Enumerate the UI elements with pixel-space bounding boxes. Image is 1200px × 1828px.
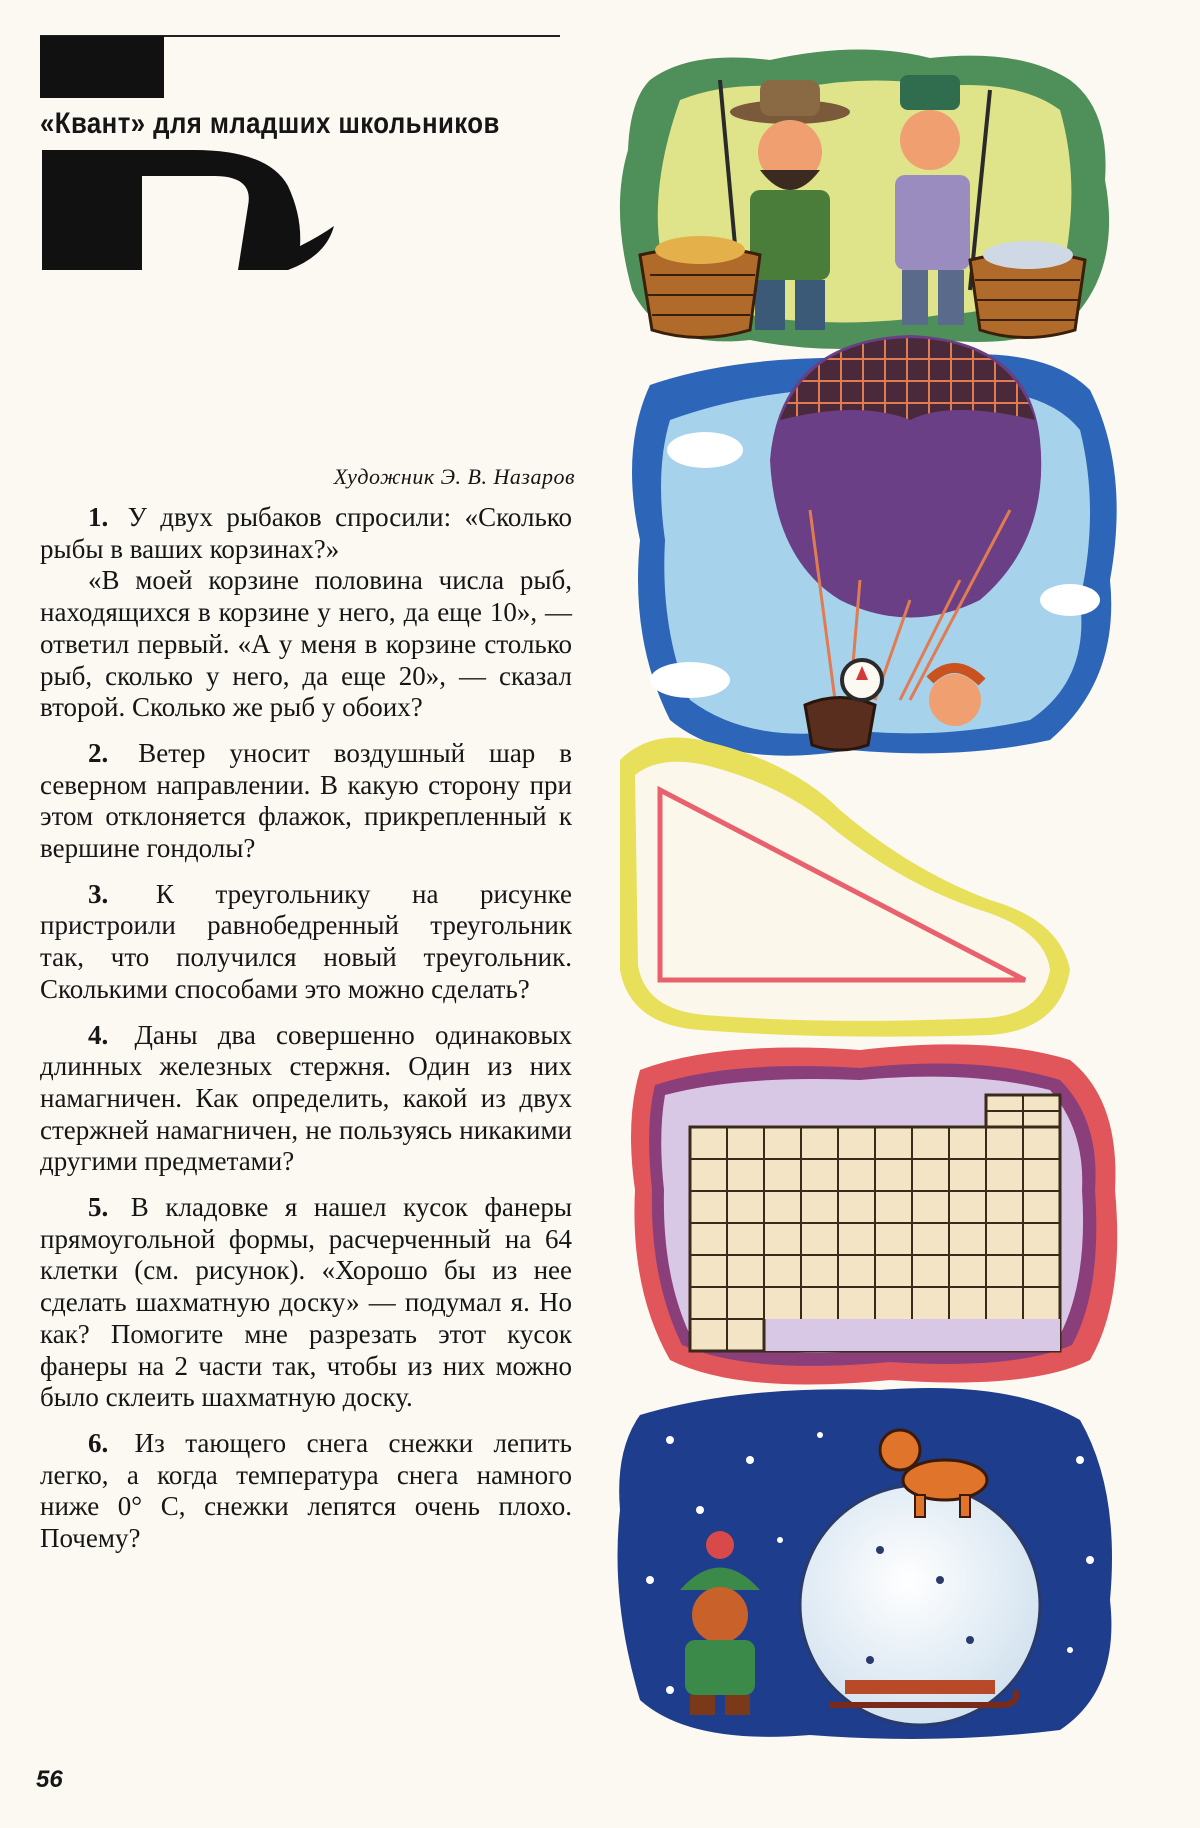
snow-illustration: [618, 1388, 1113, 1739]
problem-5: [40, 1192, 572, 1414]
grid-illustration: [631, 1044, 1117, 1384]
illustration-strip: [610, 40, 1150, 1740]
problem-4: [40, 1020, 572, 1179]
problem-text: У двух рыбаков спросили: «Сколько рыбы в ваших корзинах?»: [40, 502, 573, 564]
problem-number: 4.: [88, 1019, 109, 1050]
page-number: 56: [36, 1766, 63, 1793]
problem-text: К треугольнику на рисунке пристроили равнобедренный треугольник так, что получился новый треугольник. Сколькими способами это можно сделать?: [40, 878, 572, 1004]
balloon-illustration: [632, 335, 1117, 756]
problem-text-continued: «В моей корзине половина числа рыб, находящихся в корзине у него, да еще 10», — ответил первый. «А у меня в корзине столько рыб, сколько у него, да еще 20», — сказал второй. Сколько же рыб у обоих?: [40, 565, 572, 723]
problem-text: Ветер уносит воздушный шар в северном направлении. В какую сторону при этом отклоняется флажок, прикрепленный к вершине гондолы?: [40, 737, 573, 864]
problem-number: 6.: [88, 1427, 109, 1458]
problem-6: [40, 1428, 572, 1555]
basket-left-icon: [640, 236, 760, 338]
problems-list: [40, 502, 572, 1569]
artist-credit: Художник Э. В. Назаров: [333, 464, 575, 489]
problem-text: Из тающего снега снежки лепить легко, а когда температура снега намного ниже 0° С, снежки лепятся очень плохо. Почему?: [40, 1427, 572, 1554]
triangle-illustration: [620, 738, 1070, 1037]
problem-text: Даны два совершенно одинаковых длинных железных стержня. Один из них намагничен. Как определить, какой из двух стержней намагничен, не пользуясь никакими другими предметами?: [40, 1019, 572, 1177]
problem-number: 1.: [88, 502, 109, 532]
problem-2: [40, 738, 572, 865]
rubric-title: «Квант» для младших школьников: [40, 107, 500, 140]
plywood-grid-icon: [690, 1095, 1060, 1351]
problem-3: [40, 879, 572, 1006]
rubric-logo-block: [40, 36, 164, 98]
fishermen-illustration: [620, 49, 1109, 349]
rubric-logo-letter-icon: [38, 146, 338, 276]
problem-number: 5.: [88, 1192, 109, 1223]
problem-number: 3.: [88, 878, 109, 909]
problem-text: В кладовке я нашел кусок фанеры прямоугольной формы, расчерченный на 64 клетки (см. рисунок). «Хорошо бы из нее сделать шахматную доску» — подумал я. Но как? Помогите мне разрезать этот кусок фанеры на 2 части так, чтобы из них можно было склеить шахматную доску.: [40, 1192, 572, 1413]
problem-1: [40, 502, 572, 724]
basket-right-icon: [970, 241, 1085, 338]
problem-number: 2.: [88, 737, 109, 768]
